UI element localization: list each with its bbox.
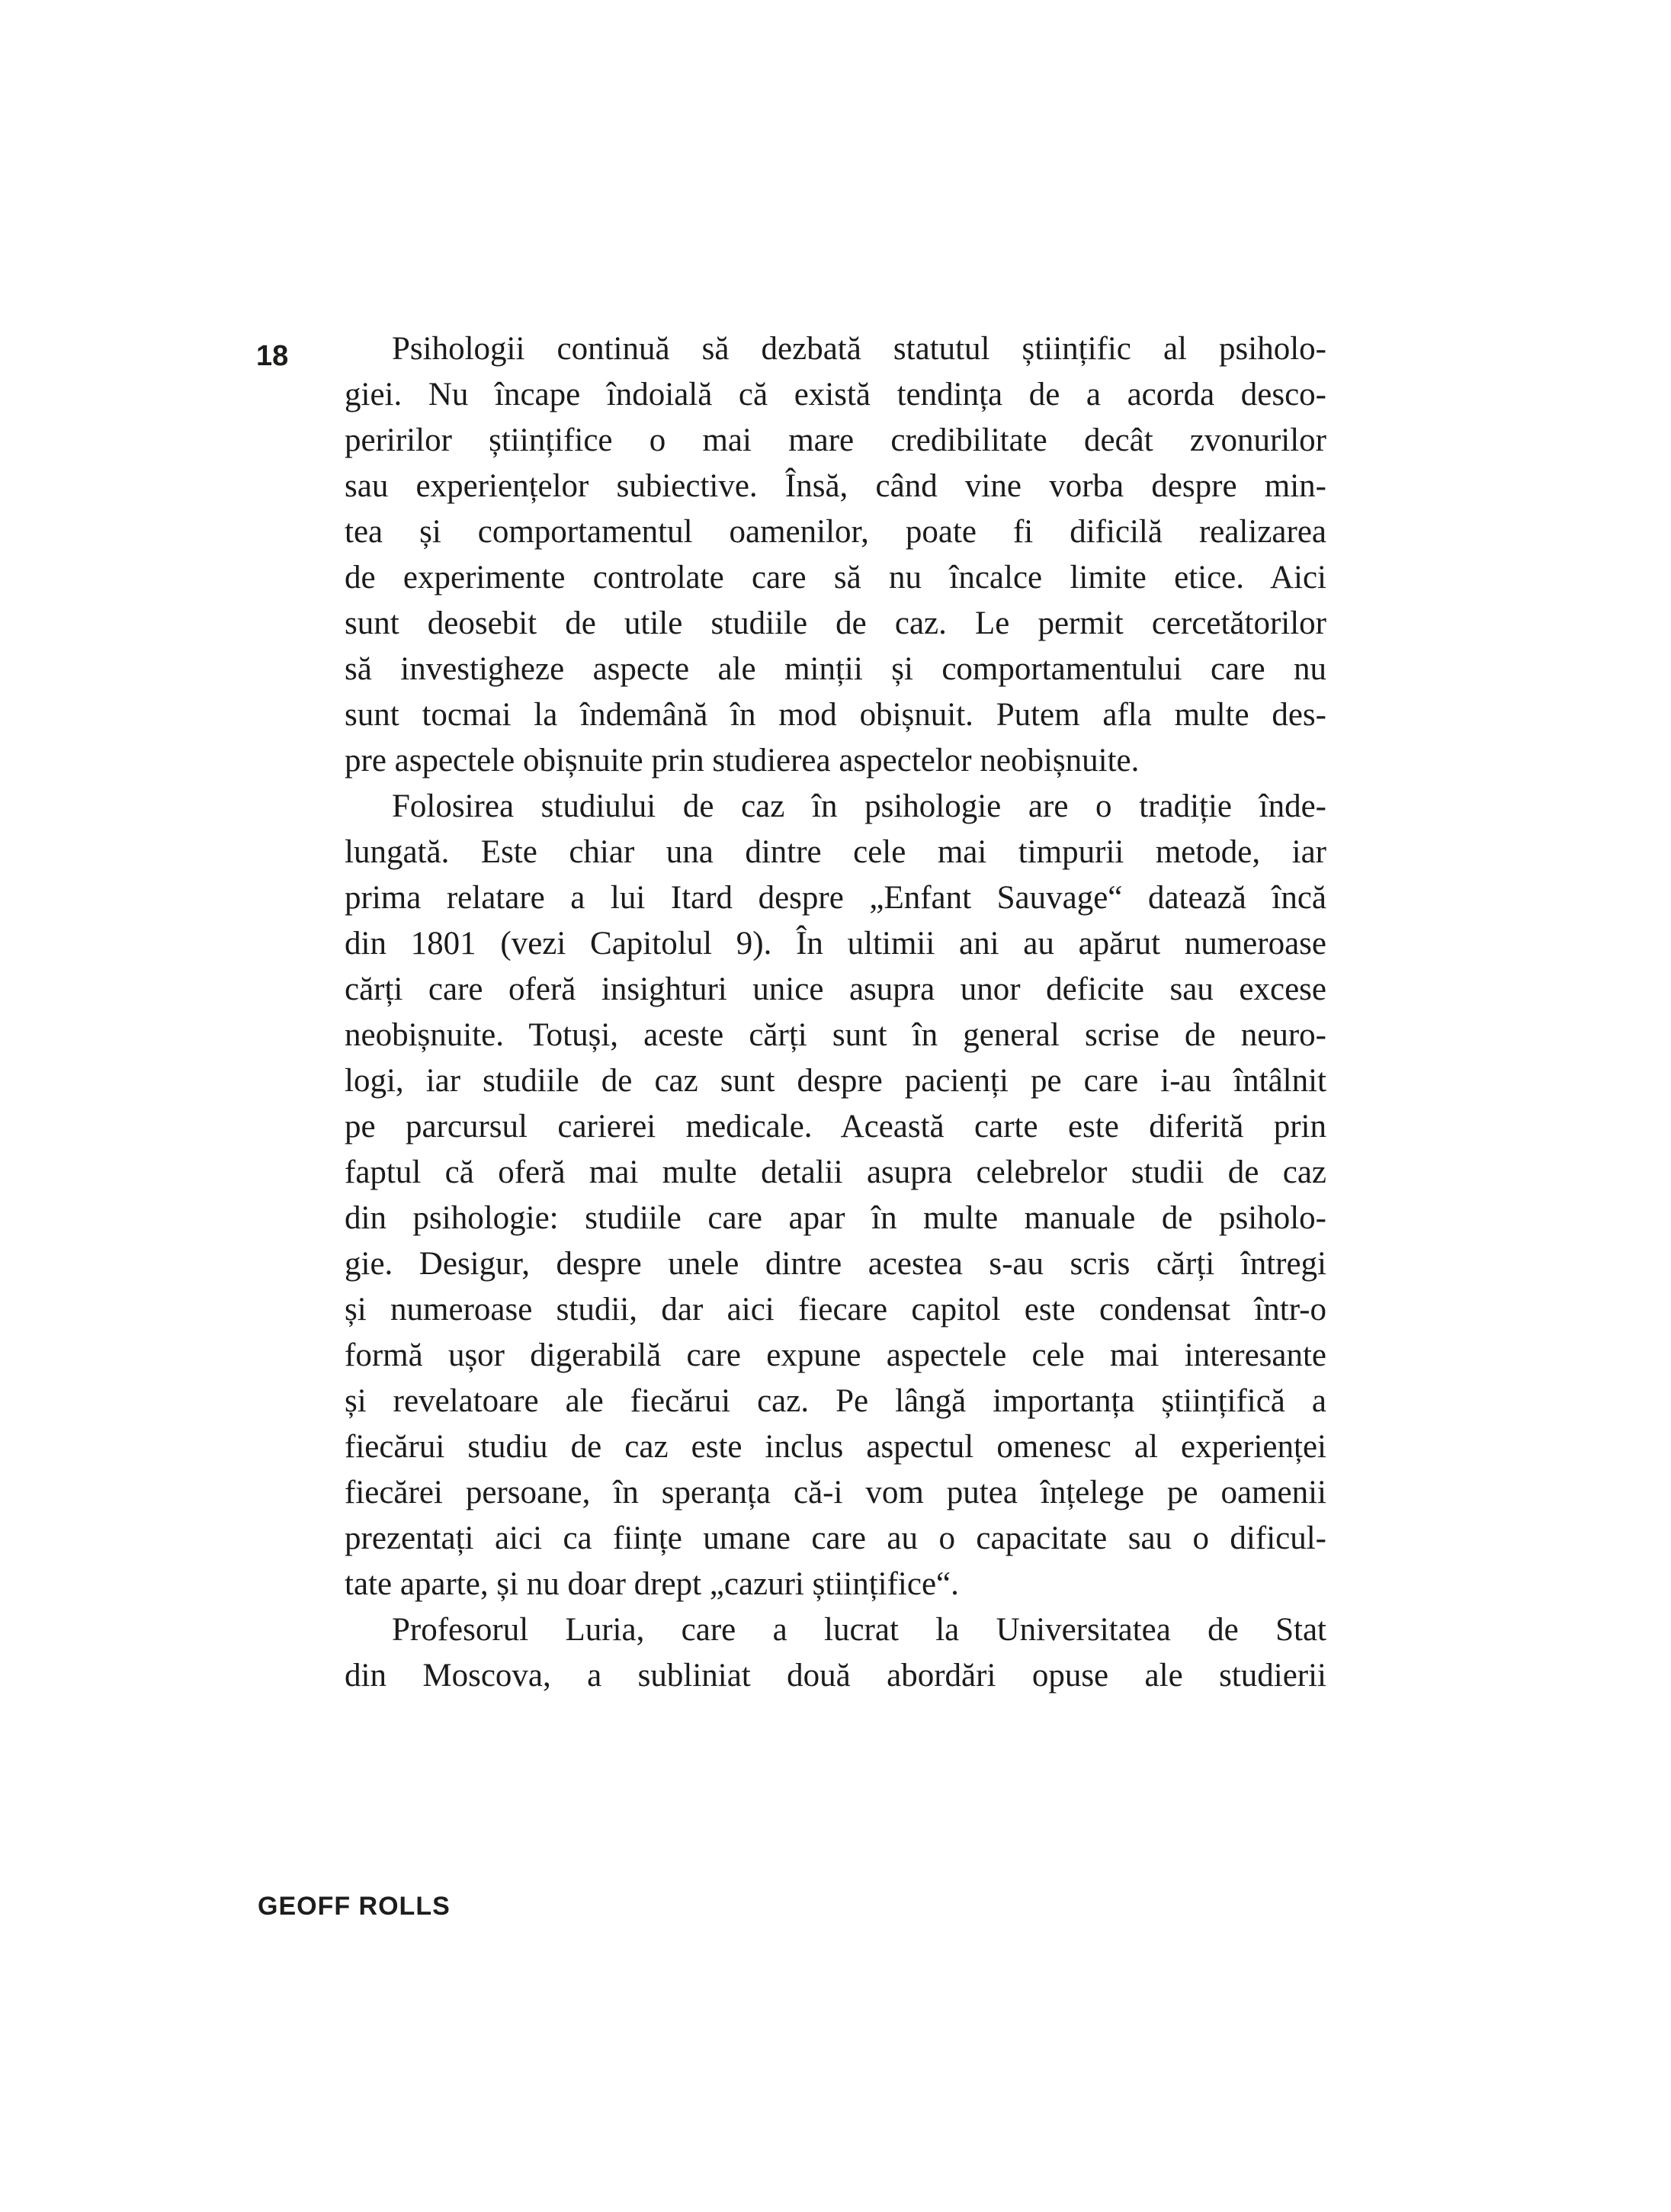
text-line: pe parcursul carierei medicale. Această carte este diferită prin (345, 1109, 1326, 1145)
text-line: din Moscova, a subliniat două abordări opuse ale studierii (345, 1658, 1326, 1694)
text-line: cărți care oferă insighturi unice asupra unor deficite sau excese (345, 971, 1326, 1007)
text-line: de experimente controlate care să nu încalce limite etice. Aici (345, 560, 1326, 596)
text-line: peririlor științifice o mai mare credibilitate decât zvonurilor (345, 422, 1326, 458)
text-line: formă ușor digerabilă care expune aspectele cele mai interesante (345, 1337, 1326, 1373)
text-line: sunt deosebit de utile studiile de caz. Le permit cercetătorilor (345, 605, 1326, 641)
text-line: Folosirea studiului de caz în psihologie are o tradiție înde- (392, 788, 1326, 824)
text-line: pre aspectele obișnuite prin studierea aspectelor neobișnuite. (345, 743, 1140, 779)
text-line: din psihologie: studiile care apar în multe manuale de psiholo- (345, 1200, 1326, 1236)
text-line: și revelatoare ale fiecărui caz. Pe lângă importanța științifică a (345, 1383, 1326, 1419)
text-line: neobișnuite. Totuși, aceste cărți sunt în general scrise de neuro- (345, 1017, 1326, 1053)
text-line: sunt tocmai la îndemână în mod obișnuit. Putem afla multe des- (345, 697, 1326, 733)
body-text (345, 326, 1326, 1699)
text-line: sau experiențelor subiective. Însă, când vine vorba despre min- (345, 468, 1326, 504)
text-line: prezentați aici ca ființe umane care au o capacitate sau o dificul- (345, 1520, 1326, 1556)
text-line: fiecărui studiu de caz este inclus aspectul omenesc al experienței (345, 1429, 1326, 1465)
text-line: din 1801 (vezi Capitolul 9). În ultimii ani au apărut numeroase (345, 926, 1326, 962)
text-line: și numeroase studii, dar aici fiecare capitol este condensat într-o (345, 1292, 1326, 1328)
text-line: să investigheze aspecte ale minții și comportamentului care nu (345, 651, 1326, 687)
text-line: lungată. Este chiar una dintre cele mai timpurii metode, iar (345, 834, 1326, 870)
page-number: 18 (256, 340, 289, 372)
text-line: Profesorul Luria, care a lucrat la Universitatea de Stat (392, 1612, 1326, 1648)
text-line: tea și comportamentul oamenilor, poate fi dificilă realizarea (345, 514, 1326, 550)
footer-author: GEOFF ROLLS (258, 1892, 451, 1921)
text-line: fiecărei persoane, în speranța că-i vom putea înțelege pe oamenii (345, 1475, 1326, 1511)
text-line: logi, iar studiile de caz sunt despre pacienți pe care i-au întâlnit (345, 1063, 1326, 1099)
text-line: Psihologii continuă să dezbată statutul științific al psiholo- (392, 331, 1326, 367)
paragraph (345, 784, 1326, 1607)
paragraph (345, 326, 1326, 784)
text-line: faptul că oferă mai multe detalii asupra celebrelor studii de caz (345, 1154, 1326, 1190)
text-line: tate aparte, și nu doar drept „cazuri științifice“. (345, 1566, 959, 1602)
text-line: prima relatare a lui Itard despre „Enfant Sauvage“ datează încă (345, 880, 1326, 916)
paragraph (345, 1607, 1326, 1699)
text-line: gie. Desigur, despre unele dintre acestea s-au scris cărți întregi (345, 1246, 1326, 1282)
text-line: giei. Nu încape îndoială că există tendința de a acorda desco- (345, 377, 1326, 413)
